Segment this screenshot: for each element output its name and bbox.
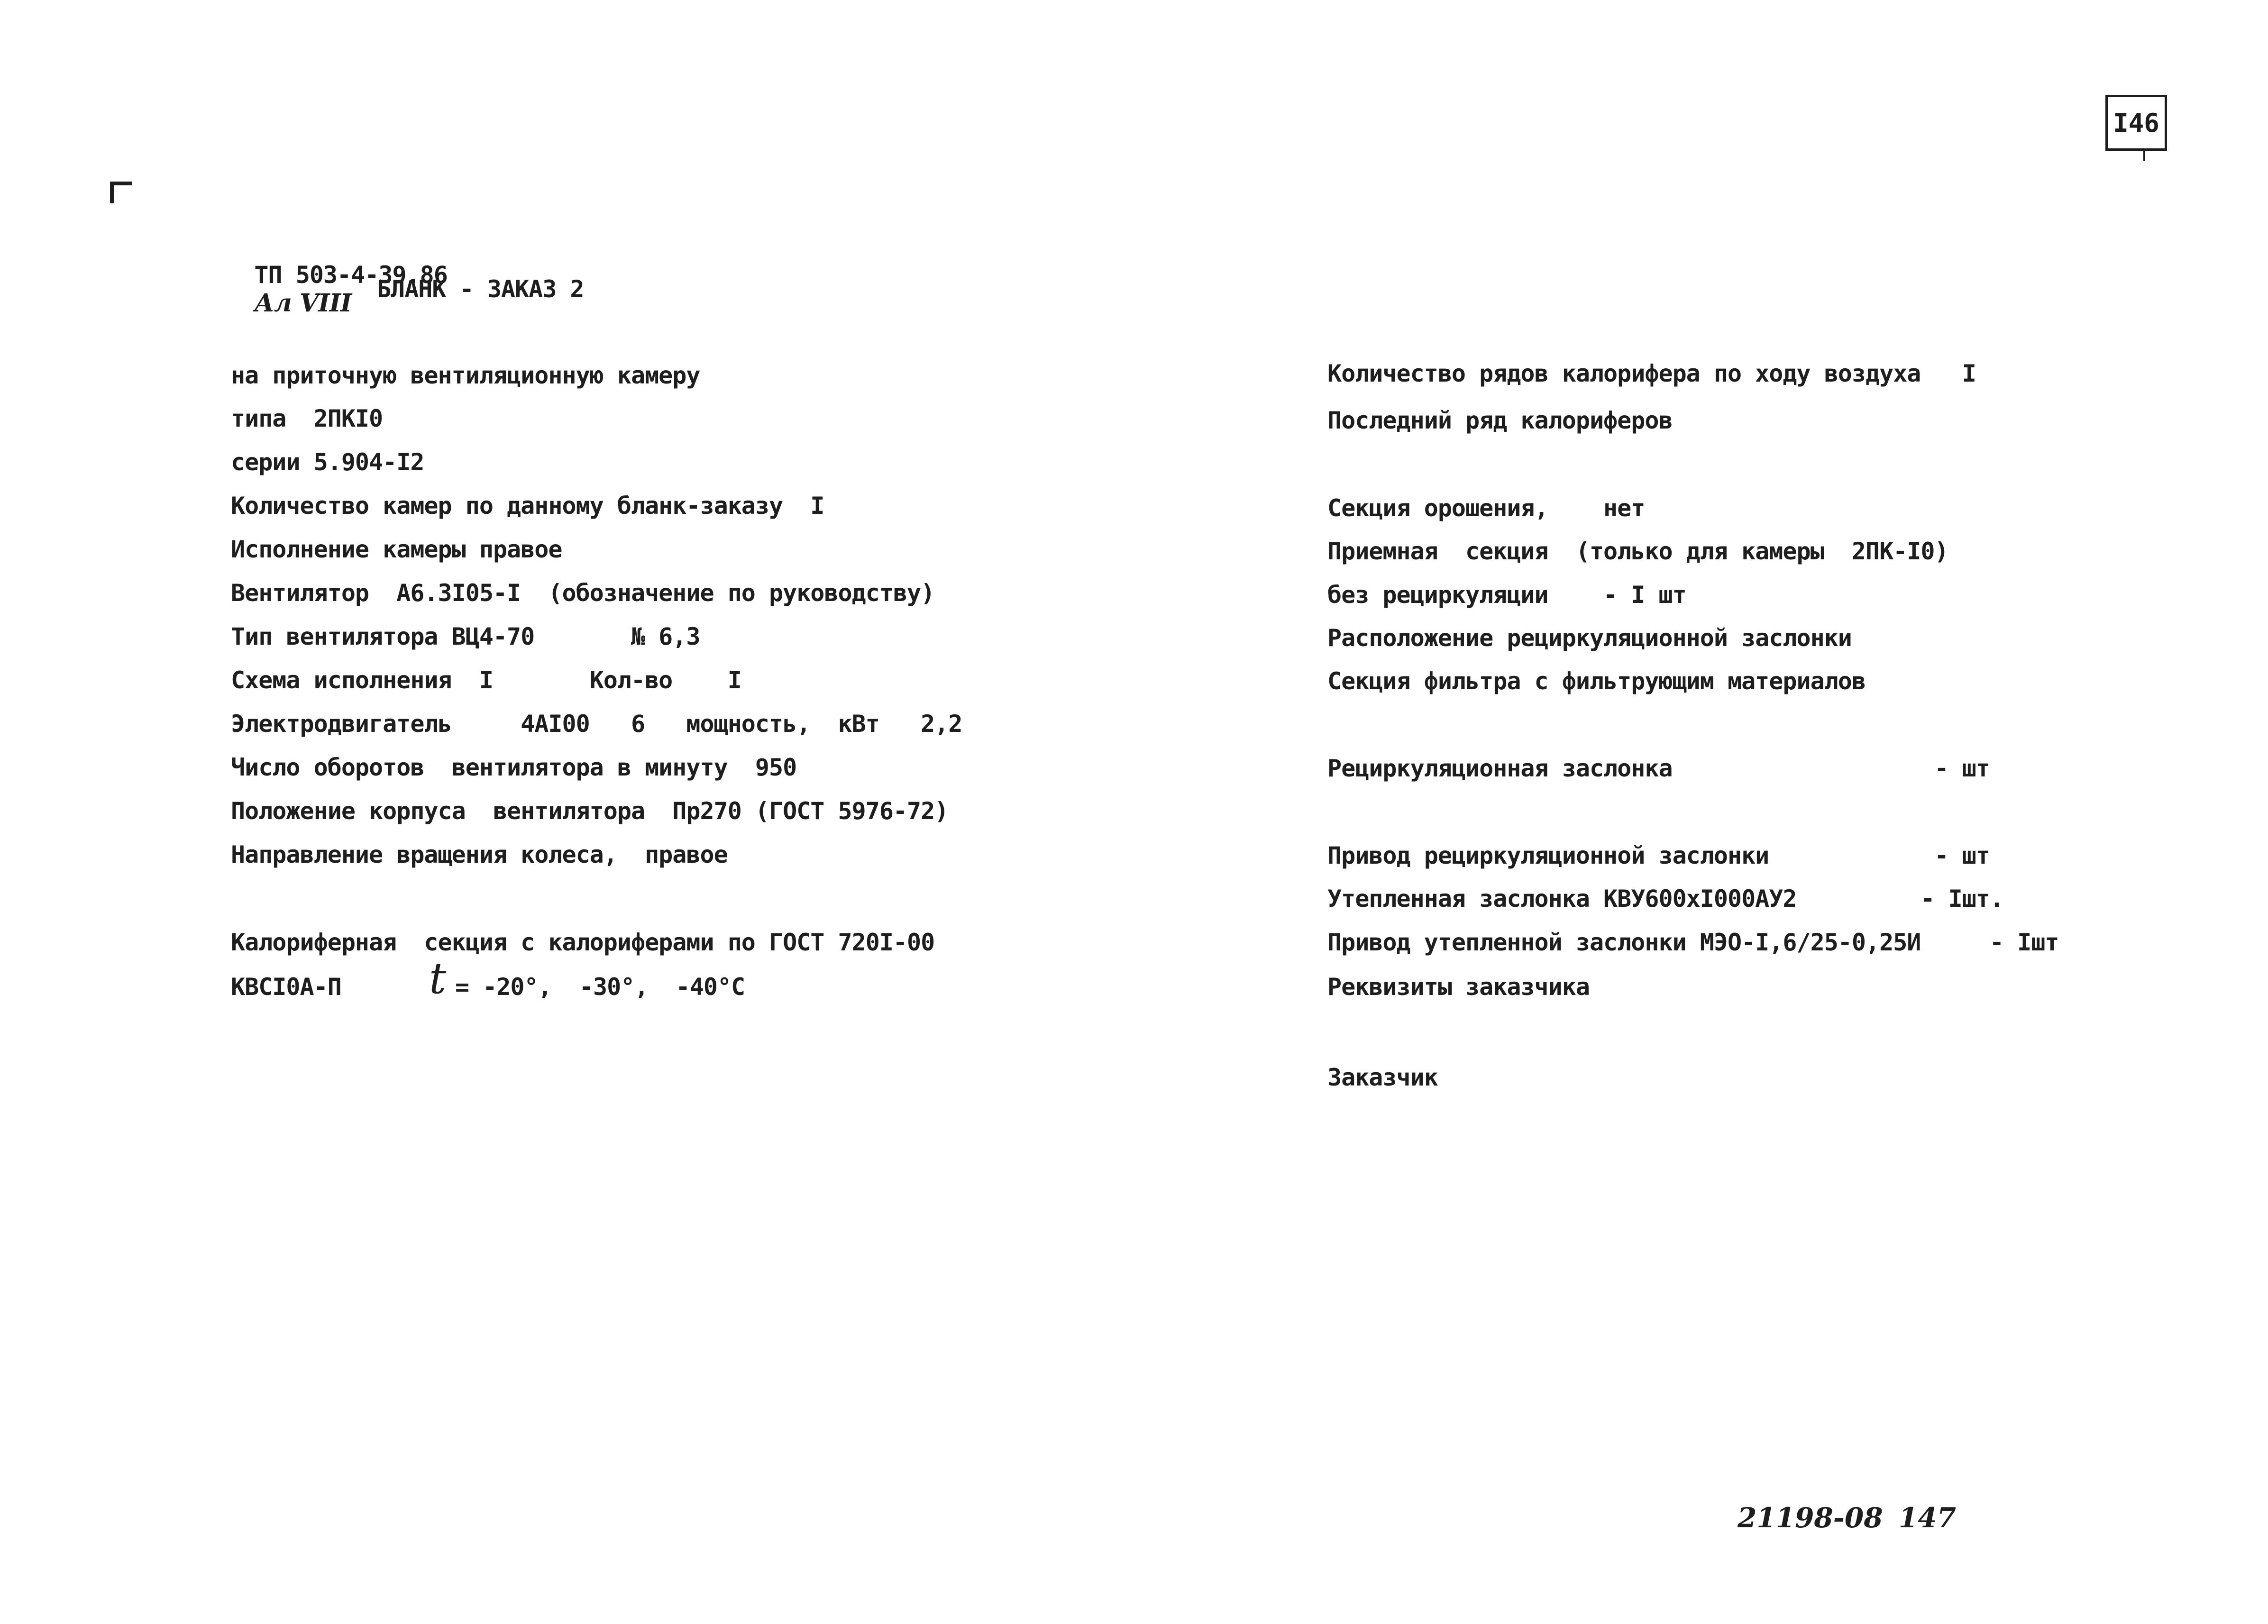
- right-line-6: Расположение рециркуляционной заслонки: [1327, 624, 1852, 652]
- left-line-13: Калориферная секция с калориферами по ГОСТ 720I-00: [231, 929, 935, 956]
- temperature-values: = -20°, -30°, -40°С: [455, 973, 745, 1001]
- inventory-number: 21198-08: [1738, 1502, 1883, 1534]
- left-line-1: на приточную вентиляционную камеру: [231, 362, 700, 389]
- album-mark: Ал VIII: [254, 289, 352, 318]
- right-line-10: Утепленная заслонка КВУ600хI000АУ2 - Iшт.: [1327, 885, 2004, 912]
- temperature-symbol: t: [429, 954, 447, 1004]
- right-line-3: Секция орошения, нет: [1327, 494, 1645, 522]
- right-line-1: Количество рядов калорифера по ходу воздуха I: [1327, 360, 1976, 387]
- sheet-number: 147: [1899, 1502, 1957, 1534]
- right-line-5: без рециркуляции - I шт: [1327, 581, 1686, 609]
- left-line-2: типа 2ПКI0: [231, 405, 383, 432]
- left-line-8: Схема исполнения I Кол-во I: [231, 666, 741, 694]
- right-line-12: Реквизиты заказчика: [1327, 973, 1590, 1001]
- left-line-9: Электродвигатель 4АI00 6 мощность, кВт 2,2: [231, 710, 962, 738]
- customer-label: Заказчик: [1327, 1064, 1438, 1091]
- right-line-7: Секция фильтра с фильтрующим материалов: [1327, 667, 1866, 695]
- page-number: I46: [2113, 108, 2159, 138]
- right-line-11: Привод утепленной заслонки МЭО-I,6/25-0,25И - Iшт: [1327, 929, 2059, 956]
- right-line-8: Рециркуляционная заслонка - шт: [1327, 755, 1990, 782]
- page-number-box: [2105, 95, 2167, 151]
- left-line-10: Число оборотов вентилятора в минуту 950: [231, 754, 797, 781]
- left-line-5: Исполнение камеры правое: [231, 536, 562, 563]
- right-line-2: Последний ряд калориферов: [1327, 407, 1673, 434]
- corner-bracket-mark: [110, 182, 132, 203]
- right-line-9: Привод рециркуляционной заслонки - шт: [1327, 842, 1990, 869]
- doc-code: ТП 503-4-39.86: [254, 261, 448, 289]
- form-title: БЛАНК - ЗАКАЗ 2: [377, 275, 584, 303]
- left-line-4: Количество камер по данному бланк-заказу I: [231, 492, 824, 520]
- right-line-4: Приемная секция (только для камеры 2ПК-I0): [1327, 538, 1948, 565]
- left-line-6: Вентилятор А6.3I05-I (обозначение по руководству): [231, 579, 935, 607]
- page-box-tick: [2143, 151, 2145, 161]
- heater-model: КВСI0А-П: [231, 973, 341, 1001]
- left-line-7: Тип вентилятора ВЦ4-70 № 6,3: [231, 623, 700, 650]
- left-line-11: Положение корпуса вентилятора Пр270 (ГОСТ 5976-72): [231, 797, 949, 825]
- left-line-3: серии 5.904-I2: [231, 448, 424, 476]
- left-line-12: Направление вращения колеса, правое: [231, 841, 728, 868]
